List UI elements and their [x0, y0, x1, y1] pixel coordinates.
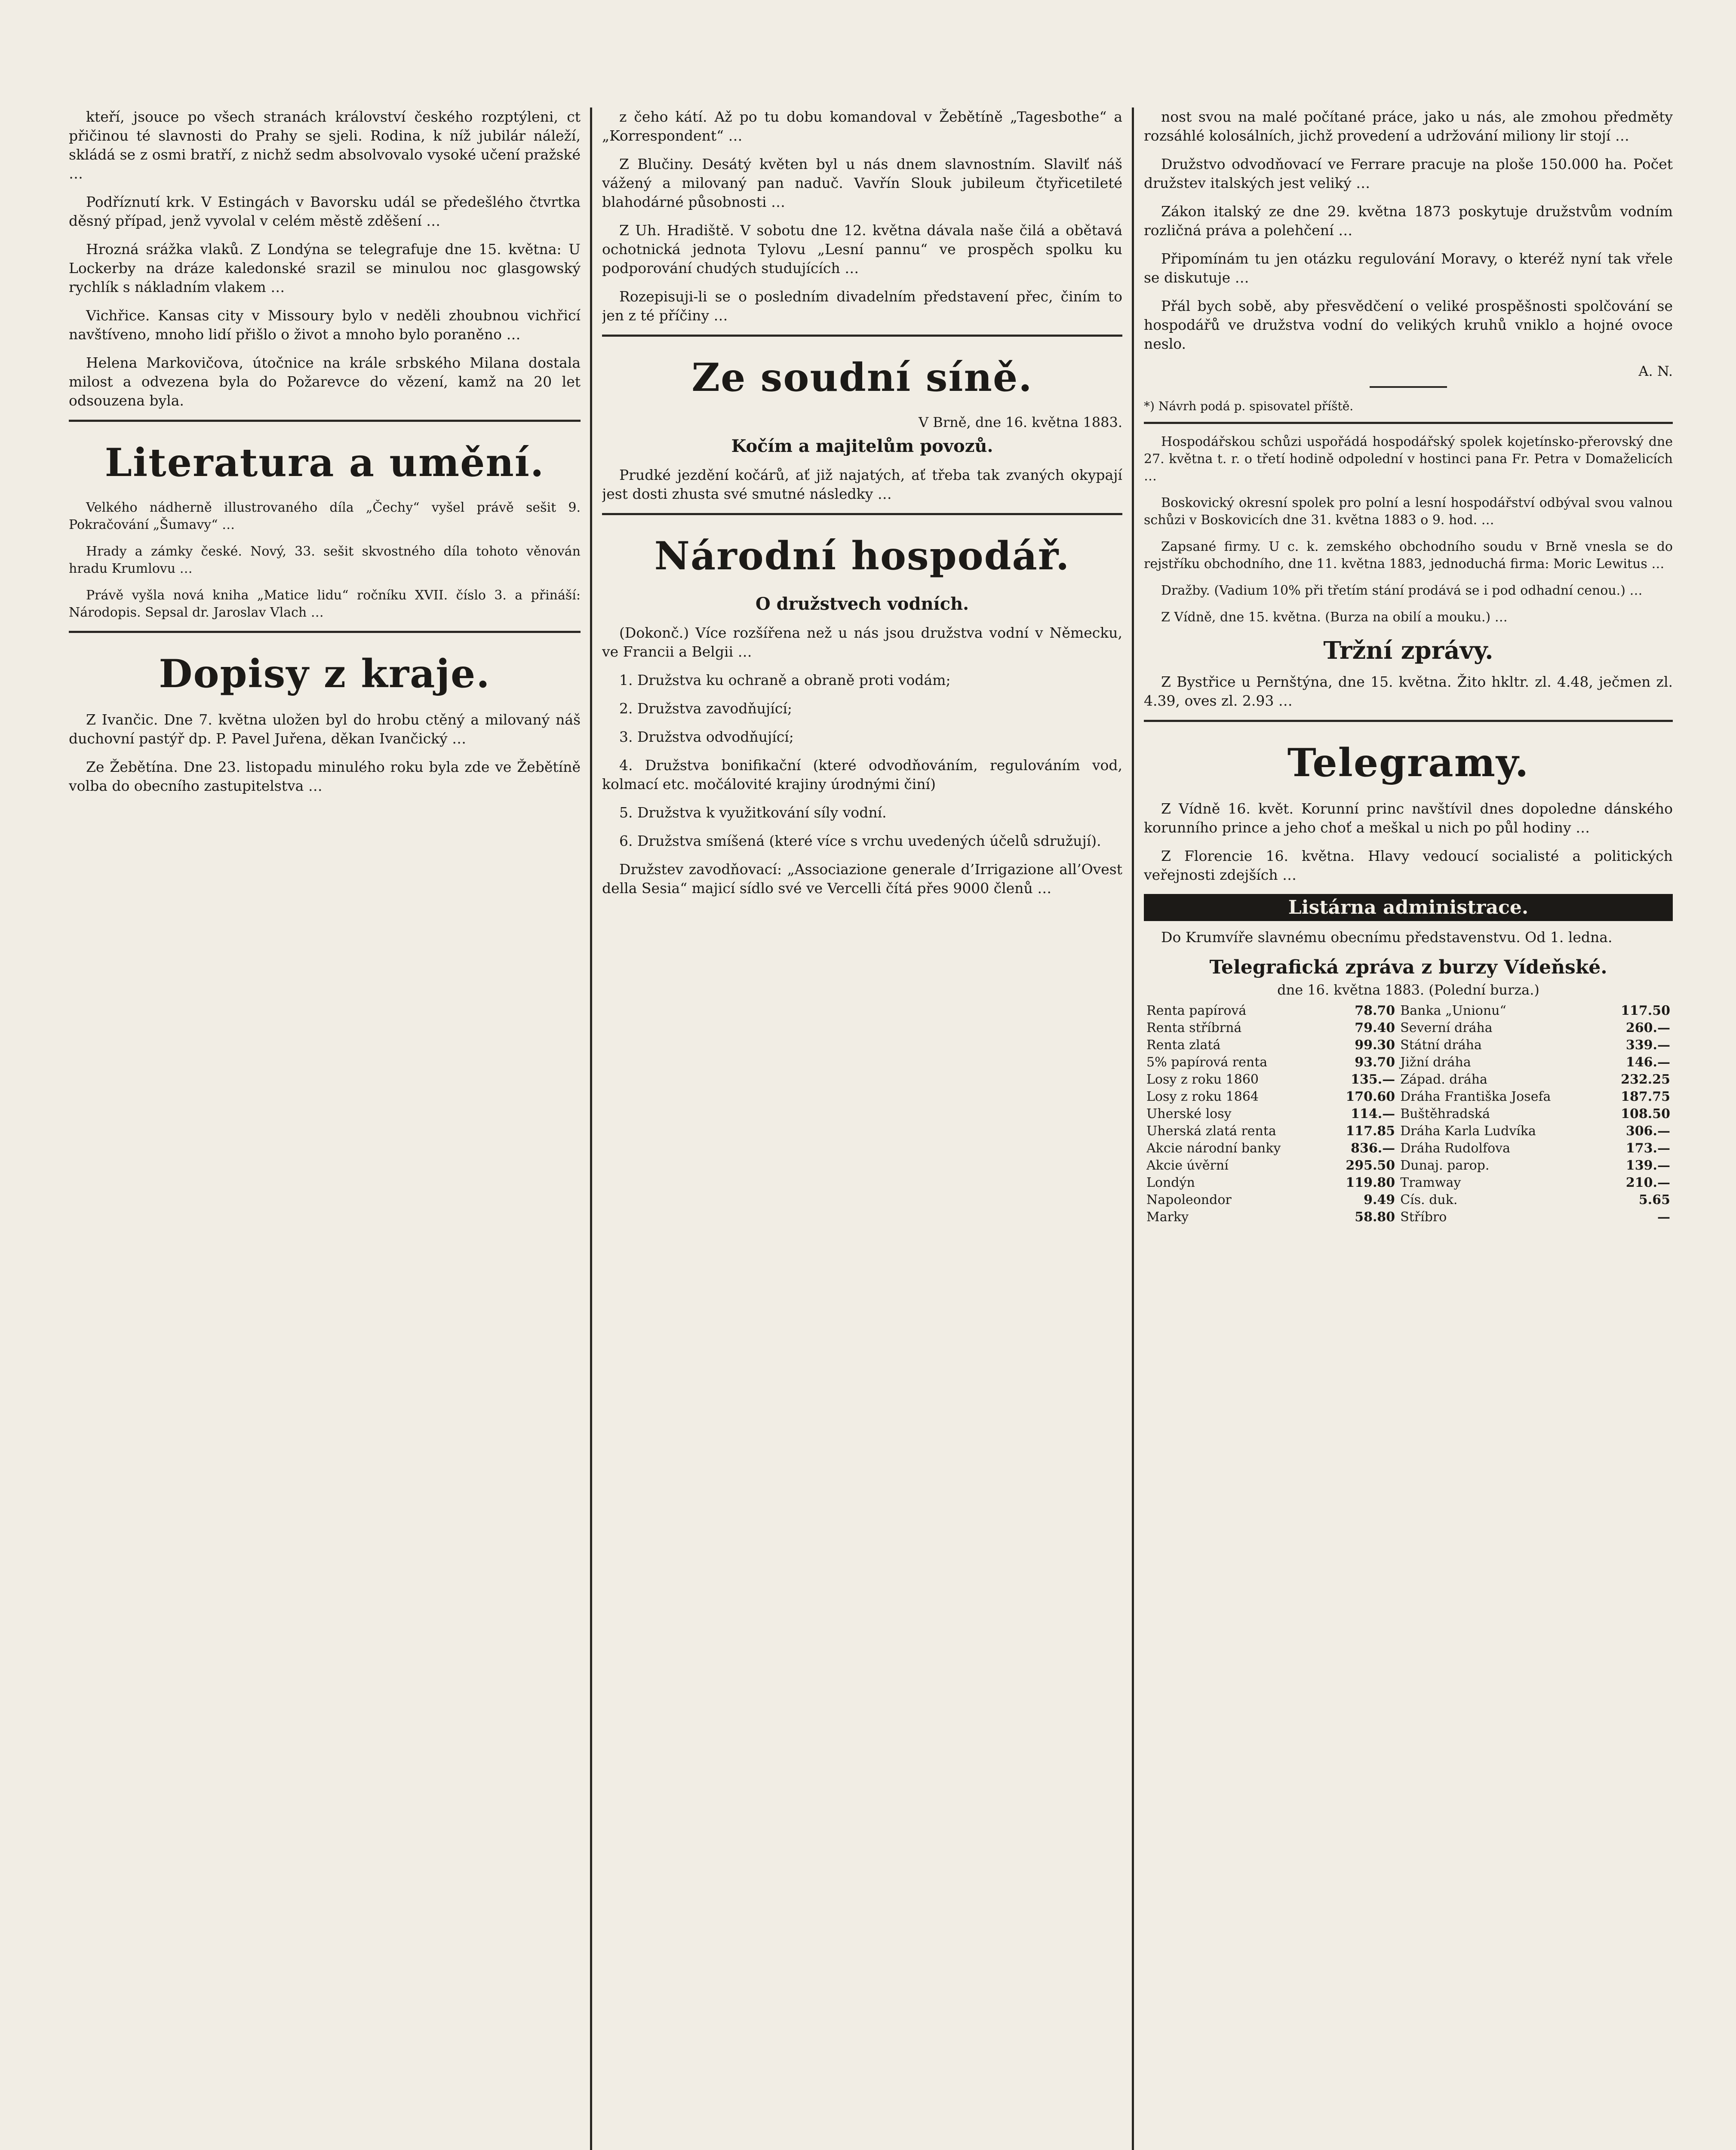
price-cell: 9.49	[1364, 1192, 1395, 1207]
price-cell: 339.—	[1625, 1038, 1670, 1053]
security-name-cell: Losy z roku 1860	[1146, 1072, 1259, 1087]
security-name-cell: Cís. duk.	[1400, 1192, 1458, 1207]
price-cell: 58.80	[1355, 1210, 1395, 1225]
section-title-dopisy: Dopisy z kraje.	[159, 651, 491, 697]
section-divider	[1144, 720, 1673, 722]
news-item: Dražby. (Vadium 10% při třetím stání prodává se i pod odhadní cenou.) …	[1161, 583, 1643, 598]
article-text: Prudké jezdění kočárů, ať již najatých, ať třeba tak zvaných okypají jest dosti zhusta své smutné následky …	[602, 467, 1122, 502]
price-cell: 135.—	[1351, 1072, 1395, 1087]
column-rule	[1132, 108, 1134, 2150]
section-title-listarna: Listárna administrace.	[1144, 894, 1673, 921]
security-name-cell: 5% papírová renta	[1146, 1055, 1268, 1070]
article-text: kteří, jsouce po všech stranách království českého rozptýleni, ct přičinou té slavnosti do Prahy se sjeli. Rodina, k níž jubilár náleží, skládá se z osmi bratří, z nichž sedm absolvovalo vysoké učení pražské …	[69, 108, 581, 182]
price-cell: 117.85	[1346, 1124, 1395, 1139]
section-title-soudni: Ze soudní síně.	[691, 355, 1033, 400]
security-name-cell: Akcie úvěrní	[1146, 1158, 1229, 1173]
section-divider	[602, 335, 1122, 337]
news-item: Helena Markovičova, útočnice na krále srbského Milana dostala milost a odvezena byla do Požarevce do vězení, kamž na 20 let odsouzena byla.	[69, 354, 581, 409]
security-name-cell: Západ. dráha	[1400, 1072, 1487, 1087]
security-name-cell: Tramway	[1400, 1175, 1461, 1190]
table-row	[1144, 1157, 1673, 1174]
list-item: 5. Družstva k využitkování síly vodní.	[619, 804, 887, 821]
article-text: Připomínám tu jen otázku regulování Moravy, o kteréž nyní tak vřele se diskutuje …	[1144, 250, 1673, 286]
dateline: V Brně, dne 16. května 1883.	[919, 414, 1122, 430]
price-cell: 295.50	[1346, 1158, 1395, 1173]
price-cell: 139.—	[1625, 1158, 1670, 1173]
security-name-cell: Akcie národní banky	[1146, 1141, 1281, 1156]
section-title-hospodar: Národní hospodář.	[654, 533, 1070, 579]
security-name-cell: Dráha Rudolfova	[1400, 1141, 1510, 1156]
article-text: Hrady a zámky české. Nový, 33. sešit skvostného díla tohoto věnován hradu Krumlovu …	[69, 544, 581, 576]
burza-date: dne 16. května 1883. (Polední burza.)	[1277, 982, 1539, 998]
section-title-telegramy: Telegramy.	[1287, 740, 1530, 786]
list-item: 1. Družstva ku ochraně a obraně proti vodám;	[619, 672, 951, 688]
article-text: Z Vídně 16. květ. Korunní princ navštívil dnes dopoledne dánského korunního prince a jeho choť a meškal u nich po půl hodiny …	[1144, 800, 1673, 836]
section-title-literatura: Literatura a umění.	[104, 440, 545, 485]
price-cell: 79.40	[1355, 1020, 1395, 1035]
price-cell: 114.—	[1351, 1106, 1395, 1121]
news-item: Zapsané firmy. U c. k. zemského obchodního soudu v Brně vnesla se do rejstříku obchodního, dne 11. května 1883, jednoduchá firma: Moric Lewitus …	[1144, 539, 1673, 571]
article-text: Ze Žebětína. Dne 23. listopadu minulého roku byla zde ve Žebětíně volba do obecního zastupitelstva …	[69, 759, 581, 794]
news-item: Podříznutí krk. V Estingách v Bavorsku udál se předešlého čtvrtka děsný případ, jenž vyvolal v celém městě zděšení …	[69, 194, 581, 229]
section-title-burza: Telegrafická zpráva z burzy Vídeňské.	[1209, 956, 1607, 978]
price-cell: 146.—	[1625, 1055, 1670, 1070]
security-name-cell: Uherská zlatá renta	[1146, 1124, 1276, 1139]
article-text: Družstev zavodňovací: „Associazione generale d’Irrigazione all’Ovest della Sesia“ majicí sídlo své ve Vercelli čítá přes 9000 členů …	[602, 861, 1122, 897]
article-text: Zákon italský ze dne 29. května 1873 poskytuje družstvům vodním rozličná práva a polehčení …	[1144, 203, 1673, 239]
table-row	[1144, 1140, 1673, 1157]
news-item: Boskovický okresní spolek pro polní a lesní hospodářství odbýval svou valnou schůzi v Boskovicích dne 31. května 1883 o 9. hod. …	[1144, 495, 1673, 528]
list-item: 3. Družstva odvodňující;	[619, 728, 794, 745]
table-row	[1144, 1106, 1673, 1123]
table-row	[1144, 1071, 1673, 1088]
table-row	[1144, 1002, 1673, 1020]
section-divider	[69, 631, 581, 633]
article-text: nost svou na malé počítané práce, jako u nás, ale zmohou předměty rozsáhlé kolosálních, jichž provedení a udržování miliony lir stojí …	[1144, 108, 1673, 144]
article-text: z čeho kátí. Až po tu dobu komandoval v Žebětíně „Tagesbothe“ a „Korrespondent“ …	[602, 108, 1122, 144]
column-2	[602, 108, 1122, 2150]
column-3	[1144, 108, 1673, 2150]
list-item: 2. Družstva zavodňující;	[619, 700, 792, 717]
article-text: (Dokonč.) Více rozšířena než u nás jsou družstva vodní v Německu, ve Francii a Belgii …	[602, 624, 1122, 660]
news-item: Z Blučiny. Desátý květen byl u nás dnem slavnostním. Slavilť náš vážený a milovaný pan naduč. Vavřín Slouk jubileum čtyřicetileté blahodárné působnosti …	[602, 156, 1122, 210]
price-cell: 78.70	[1355, 1003, 1395, 1018]
security-name-cell: Renta papírová	[1146, 1003, 1247, 1018]
article-text: Z Florencie 16. května. Hlavy vedoucí socialisté a politických veřejnosti zdejších …	[1144, 848, 1673, 883]
table-row	[1144, 1174, 1673, 1192]
price-cell: 93.70	[1355, 1055, 1395, 1070]
security-name-cell: Státní dráha	[1400, 1038, 1482, 1053]
article-text: Z Bystřice u Pernštýna, dne 15. května. Žito hkltr. zl. 4.48, ječmen zl. 4.39, oves zl. 2.93 …	[1144, 673, 1673, 709]
security-name-cell: Severní dráha	[1400, 1020, 1493, 1035]
list-item: 4. Družstva bonifikační (které odvodňováním, regulováním vod, kolmací etc. močálovité krajiny úrodnými činí)	[602, 757, 1122, 792]
section-divider	[1144, 422, 1673, 424]
security-name-cell: Stříbro	[1400, 1210, 1447, 1225]
author-signature: A. N.	[1638, 363, 1673, 379]
article-text: Právě vyšla nová kniha „Matice lidu“ ročníku XVII. číslo 3. a přináší: Národopis. Sepsal dr. Jaroslav Vlach …	[69, 588, 581, 620]
news-item: Hospodářskou schůzi uspořádá hospodářský spolek kojetínsko-přerovský dne 27. května t. r. o třetí hodině odpolední v hostinci pana Fr. Petra v Domaželicích …	[1144, 434, 1673, 484]
news-item: Hrozná srážka vlaků. Z Londýna se telegrafuje dne 15. května: U Lockerby na dráze kaledonské srazil se minulou noc glasgowský rychlík s nákladním vlakem …	[69, 241, 581, 295]
list-item: 6. Družstva smíšená (které více s vrchu uvedených účelů sdružují).	[619, 832, 1101, 849]
price-cell: 232.25	[1621, 1072, 1670, 1087]
article-subtitle: O družstvech vodních.	[755, 594, 969, 614]
price-cell: 119.80	[1346, 1175, 1395, 1190]
security-name-cell: Buštěhradská	[1400, 1106, 1490, 1121]
news-item: Vichřice. Kansas city v Missoury bylo v neděli zhoubnou vichřicí navštíveno, mnoho lidí přišlo o život a mnoho bylo poraněno …	[69, 307, 581, 343]
section-divider	[69, 420, 581, 422]
price-cell: 108.50	[1621, 1106, 1670, 1121]
article-text: Z Ivančic. Dne 7. května uložen byl do hrobu ctěný a milovaný náš duchovní pastýř dp. P. Pavel Juřena, děkan Ivančický …	[69, 711, 581, 747]
table-row	[1144, 1054, 1673, 1071]
security-name-cell: Banka „Unionu“	[1400, 1003, 1506, 1018]
security-name-cell: Dunaj. parop.	[1400, 1158, 1490, 1173]
column-rule	[590, 108, 592, 2150]
security-name-cell: Dráha Františka Josefa	[1400, 1089, 1551, 1104]
news-item: Z Vídně, dne 15. května. (Burza na obilí a mouku.) …	[1161, 610, 1508, 625]
table-row	[1144, 1088, 1673, 1106]
article-subtitle: Kočím a majitelům povozů.	[731, 436, 993, 456]
news-item: Z Uh. Hradiště. V sobotu dne 12. května dávala naše čilá a obětavá ochotnická jednota Tylovu „Lesní pannu“ ve prospěch spolku ku podporování chudých studujících …	[602, 222, 1122, 276]
price-cell: 306.—	[1625, 1124, 1670, 1139]
price-cell: 117.50	[1621, 1003, 1670, 1018]
stock-table	[1144, 1002, 1673, 1226]
security-name-cell: Jižní dráha	[1400, 1055, 1471, 1070]
table-row	[1144, 1192, 1673, 1209]
footnote: *) Návrh podá p. spisovatel příště.	[1144, 399, 1354, 413]
security-name-cell: Londýn	[1146, 1175, 1195, 1190]
price-cell: 260.—	[1625, 1020, 1670, 1035]
price-cell: 170.60	[1346, 1089, 1395, 1104]
table-row	[1144, 1209, 1673, 1226]
price-cell: —	[1657, 1210, 1670, 1225]
price-cell: 5.65	[1638, 1192, 1670, 1207]
security-name-cell: Losy z roku 1864	[1146, 1089, 1259, 1104]
section-divider	[602, 513, 1122, 515]
price-cell: 173.—	[1625, 1141, 1670, 1156]
column-1	[69, 108, 581, 2150]
table-row	[1144, 1123, 1673, 1140]
divider	[1370, 386, 1447, 388]
security-name-cell: Dráha Karla Ludvíka	[1400, 1124, 1536, 1139]
security-name-cell: Napoleondor	[1146, 1192, 1232, 1207]
article-text: Přál bych sobě, aby přesvědčení o veliké prospěšnosti spolčování se hospodářů ve družstva vodní do velikých kruhů vniklo a hojné ovoce neslo.	[1144, 298, 1673, 352]
price-cell: 836.—	[1351, 1141, 1395, 1156]
price-cell: 99.30	[1355, 1038, 1395, 1053]
security-name-cell: Renta stříbrná	[1146, 1020, 1242, 1035]
security-name-cell: Uherské losy	[1146, 1106, 1232, 1121]
security-name-cell: Renta zlatá	[1146, 1038, 1221, 1053]
security-name-cell: Marky	[1146, 1210, 1189, 1225]
section-title-trzni: Tržní zprávy.	[1323, 636, 1493, 665]
price-cell: 187.75	[1621, 1089, 1670, 1104]
table-row	[1144, 1037, 1673, 1054]
article-text: Velkého nádherně illustrovaného díla „Čechy“ vyšel právě sešit 9. Pokračování „Šumavy“ …	[69, 500, 581, 532]
table-row	[1144, 1020, 1673, 1037]
news-item: Rozepisuji-li se o posledním divadelním představení přec, činím to jen z té příčiny …	[602, 288, 1122, 324]
article-text: Družstvo odvodňovací ve Ferrare pracuje na ploše 150.000 ha. Počet družstev italských jest veliký …	[1144, 156, 1673, 191]
price-cell: 210.—	[1625, 1175, 1670, 1190]
article-text: Do Krumvíře slavnému obecnímu představenstvu. Od 1. ledna.	[1161, 929, 1613, 946]
